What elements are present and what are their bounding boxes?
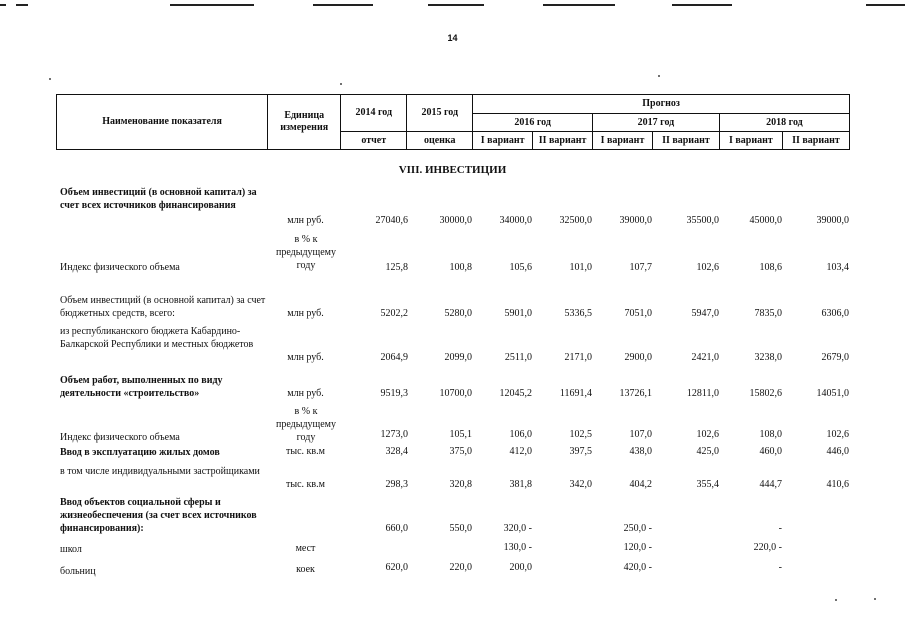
- value-cell: 11691,4: [559, 388, 592, 399]
- scan-speck: [49, 78, 51, 80]
- row-label: Объем инвестиций (в основной капитал) за счет бюджетных средств, всего:: [60, 295, 266, 319]
- value-cell: 9519,3: [380, 388, 408, 399]
- header-estimate: оценка: [407, 132, 473, 150]
- row-label: Ввод в эксплуатацию жилых домов: [60, 447, 220, 458]
- value-cell: 320,0 -: [503, 523, 532, 534]
- value-cell: 320,8: [449, 479, 472, 490]
- scan-line: [16, 4, 28, 6]
- value-cell: 420,0 -: [623, 562, 652, 573]
- value-cell: 220,0: [449, 562, 472, 573]
- value-cell: 120,0 -: [623, 542, 652, 553]
- scan-line: [866, 4, 905, 6]
- scan-line: [543, 4, 615, 6]
- row-label: Индекс физического объема: [60, 432, 180, 443]
- value-cell: 5901,0: [504, 308, 532, 319]
- section-title: VIII. ИНВЕСТИЦИИ: [398, 164, 507, 176]
- value-cell: 404,2: [629, 479, 652, 490]
- value-cell: -: [778, 523, 782, 534]
- row-unit: тыс. кв.м: [286, 446, 325, 457]
- value-cell: 27040,6: [375, 215, 408, 226]
- value-cell: 34000,0: [499, 215, 532, 226]
- value-cell: 108,0: [759, 429, 782, 440]
- value-cell: 105,6: [509, 262, 532, 273]
- value-cell: 13726,1: [619, 388, 652, 399]
- row-label: в том числе индивидуальными застройщиками: [60, 466, 260, 477]
- value-cell: 660,0: [385, 523, 408, 534]
- value-cell: 102,6: [696, 429, 719, 440]
- value-cell: 2421,0: [691, 352, 719, 363]
- row-label: школ: [60, 544, 82, 555]
- value-cell: 130,0 -: [503, 542, 532, 553]
- value-cell: 39000,0: [619, 215, 652, 226]
- value-cell: 12045,2: [499, 388, 532, 399]
- value-cell: 108,6: [759, 262, 782, 273]
- value-cell: 220,0 -: [753, 542, 782, 553]
- scan-line: [672, 4, 732, 6]
- value-cell: 15802,6: [749, 388, 782, 399]
- header-2016: 2016 год: [473, 114, 593, 132]
- value-cell: 2099,0: [444, 352, 472, 363]
- value-cell: 107,0: [629, 429, 652, 440]
- value-cell: 125,8: [385, 262, 408, 273]
- value-cell: 2171,0: [564, 352, 592, 363]
- row-label: Ввод объектов социальной сферы и жизнеобеспечения (за счет всех источников финансирования):: [60, 497, 257, 534]
- header-variant-1: I вариант: [593, 132, 653, 150]
- header-variant-2: II вариант: [782, 132, 849, 150]
- value-cell: 10700,0: [439, 388, 472, 399]
- value-cell: 12811,0: [686, 388, 719, 399]
- value-cell: 425,0: [696, 446, 719, 457]
- scan-speck: [835, 599, 837, 601]
- header-variant-1: I вариант: [473, 132, 533, 150]
- row-unit: коек: [296, 564, 315, 575]
- value-cell: 342,0: [569, 479, 592, 490]
- value-cell: 39000,0: [816, 215, 849, 226]
- value-cell: 438,0: [629, 446, 652, 457]
- scan-line: [170, 4, 254, 6]
- value-cell: 35500,0: [686, 215, 719, 226]
- header-variant-1: I вариант: [719, 132, 782, 150]
- row-label: из республиканского бюджета Кабардино-Балкарской Республики и местных бюджетов: [60, 326, 254, 350]
- value-cell: 5280,0: [444, 308, 472, 319]
- header-variant-2: II вариант: [533, 132, 593, 150]
- value-cell: 32500,0: [559, 215, 592, 226]
- value-cell: 2679,0: [821, 352, 849, 363]
- value-cell: 550,0: [449, 523, 472, 534]
- row-label: Объем работ, выполненных по виду деятельности «строительство»: [60, 375, 223, 399]
- header-unit: Единица измерения: [268, 95, 341, 150]
- header-name: Наименование показателя: [57, 95, 268, 150]
- value-cell: 102,5: [569, 429, 592, 440]
- value-cell: 5947,0: [691, 308, 719, 319]
- value-cell: 7051,0: [624, 308, 652, 319]
- row-label: больниц: [60, 566, 96, 577]
- row-unit: в % к предыдущему году: [275, 406, 337, 443]
- value-cell: 100,8: [449, 262, 472, 273]
- value-cell: 328,4: [385, 446, 408, 457]
- value-cell: 1273,0: [380, 429, 408, 440]
- value-cell: 2900,0: [624, 352, 652, 363]
- header-2014: 2014 год: [341, 95, 407, 132]
- value-cell: 103,4: [826, 262, 849, 273]
- value-cell: 5336,5: [564, 308, 592, 319]
- value-cell: 5202,2: [380, 308, 408, 319]
- value-cell: 620,0: [385, 562, 408, 573]
- row-label: Индекс физического объема: [60, 262, 180, 273]
- value-cell: 381,8: [509, 479, 532, 490]
- value-cell: 6306,0: [821, 308, 849, 319]
- row-unit: млн руб.: [287, 352, 324, 363]
- value-cell: 397,5: [569, 446, 592, 457]
- row-unit: млн руб.: [287, 215, 324, 226]
- value-cell: 7835,0: [754, 308, 782, 319]
- value-cell: 446,0: [826, 446, 849, 457]
- value-cell: 355,4: [696, 479, 719, 490]
- scan-line: [313, 4, 373, 6]
- row-unit: в % к предыдущему году: [275, 234, 337, 271]
- value-cell: 298,3: [385, 479, 408, 490]
- value-cell: 106,0: [509, 429, 532, 440]
- value-cell: 460,0: [759, 446, 782, 457]
- scan-speck: [340, 83, 342, 85]
- row-unit: млн руб.: [287, 308, 324, 319]
- value-cell: 105,1: [449, 429, 472, 440]
- value-cell: 102,6: [826, 429, 849, 440]
- value-cell: 375,0: [449, 446, 472, 457]
- header-2018: 2018 год: [719, 114, 849, 132]
- header-forecast: Прогноз: [473, 95, 850, 114]
- row-label: Объем инвестиций (в основной капитал) за счет всех источников финансирования: [60, 187, 257, 211]
- value-cell: 2511,0: [504, 352, 532, 363]
- value-cell: 45000,0: [749, 215, 782, 226]
- header-2015: 2015 год: [407, 95, 473, 132]
- scan-line: [428, 4, 484, 6]
- table-header: [56, 94, 850, 150]
- value-cell: 412,0: [509, 446, 532, 457]
- scan-speck: [874, 598, 876, 600]
- header-2017: 2017 год: [593, 114, 720, 132]
- value-cell: 3238,0: [754, 352, 782, 363]
- header-variant-2: II вариант: [652, 132, 719, 150]
- page-number: 14: [447, 33, 458, 43]
- value-cell: 30000,0: [439, 215, 472, 226]
- row-unit: мест: [295, 543, 316, 554]
- header-report: отчет: [341, 132, 407, 150]
- value-cell: 101,0: [569, 262, 592, 273]
- scan-speck: [658, 75, 660, 77]
- value-cell: -: [778, 562, 782, 573]
- value-cell: 250,0 -: [623, 523, 652, 534]
- row-unit: тыс. кв.м: [286, 479, 325, 490]
- value-cell: 14051,0: [816, 388, 849, 399]
- value-cell: 107,7: [629, 262, 652, 273]
- scan-line: [0, 4, 6, 6]
- value-cell: 2064,9: [380, 352, 408, 363]
- value-cell: 200,0: [509, 562, 532, 573]
- value-cell: 410,6: [826, 479, 849, 490]
- row-unit: млн руб.: [287, 388, 324, 399]
- value-cell: 444,7: [759, 479, 782, 490]
- value-cell: 102,6: [696, 262, 719, 273]
